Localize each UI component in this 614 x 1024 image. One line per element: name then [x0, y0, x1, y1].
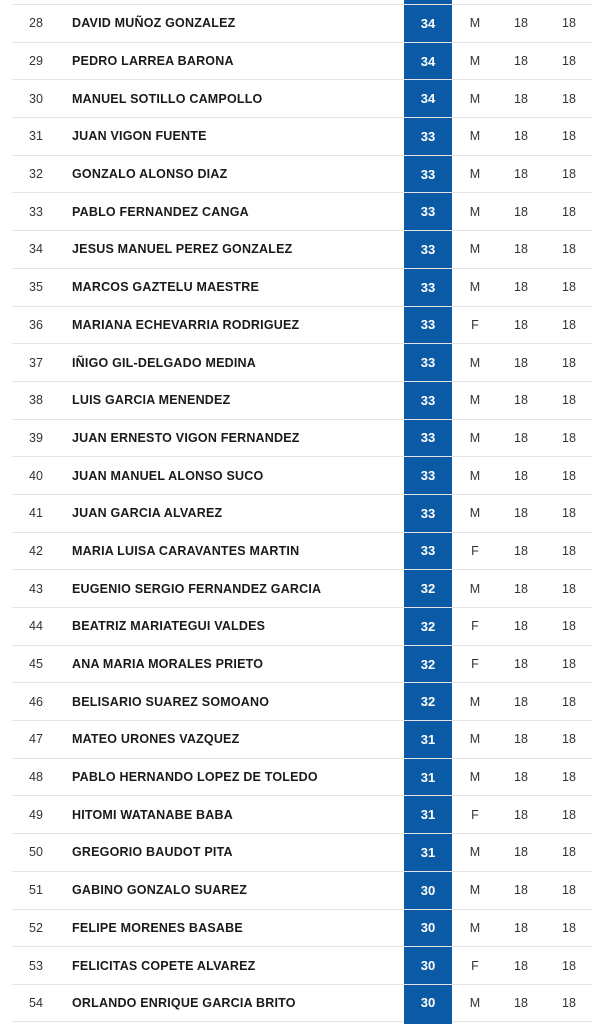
- position-cell: 33: [29, 204, 43, 219]
- player-name-cell: MATEO URONES VAZQUEZ: [72, 732, 240, 747]
- sex-cell: F: [471, 657, 479, 672]
- table-row: [12, 4, 592, 42]
- position-cell: 43: [29, 581, 43, 596]
- player-name-cell: DAVID MUÑOZ GONZALEZ: [72, 16, 236, 31]
- handicap-cell: 18: [514, 807, 528, 822]
- sex-cell: M: [469, 91, 481, 106]
- player-name-cell: BEATRIZ MARIATEGUI VALDES: [72, 619, 266, 634]
- sex-cell: M: [469, 167, 481, 182]
- player-name-cell: JESUS MANUEL PEREZ GONZALEZ: [72, 242, 293, 257]
- table-row: [12, 79, 592, 117]
- table-row: [12, 155, 592, 193]
- player-name-cell: GABINO GONZALO SUAREZ: [72, 883, 248, 898]
- handicap-cell: 18: [514, 16, 528, 31]
- player-name-cell: FELICITAS COPETE ALVAREZ: [72, 958, 256, 973]
- score-cell: 30: [404, 947, 452, 984]
- table-row: [12, 230, 592, 268]
- player-name-cell: ANA MARIA MORALES PRIETO: [72, 657, 264, 672]
- player-name-cell: PEDRO LARREA BARONA: [72, 54, 234, 69]
- score-cell: 32: [404, 608, 452, 645]
- handicap-cell: 18: [514, 657, 528, 672]
- table-row: [12, 645, 592, 683]
- position-cell: 29: [29, 54, 43, 69]
- handicap-cell: 18: [514, 54, 528, 69]
- table-row: [12, 984, 592, 1022]
- score-cell: 34: [404, 80, 452, 117]
- player-name-cell: GONZALO ALONSO DIAZ: [72, 167, 228, 182]
- player-name-cell: JUAN VIGON FUENTE: [72, 129, 207, 144]
- holes-cell: 18: [562, 54, 576, 69]
- holes-cell: 18: [562, 242, 576, 257]
- handicap-cell: 18: [514, 920, 528, 935]
- score-cell: 33: [404, 307, 452, 344]
- position-cell: 39: [29, 430, 43, 445]
- handicap-cell: 18: [514, 958, 528, 973]
- handicap-cell: 18: [514, 242, 528, 257]
- score-cell: 31: [404, 834, 452, 871]
- player-name-cell: EUGENIO SERGIO FERNANDEZ GARCIA: [72, 581, 322, 596]
- position-cell: 52: [29, 920, 43, 935]
- holes-cell: 18: [562, 506, 576, 521]
- table-row: [12, 569, 592, 607]
- handicap-cell: 18: [514, 883, 528, 898]
- table-row: [12, 871, 592, 909]
- holes-cell: 18: [562, 167, 576, 182]
- sex-cell: M: [469, 355, 481, 370]
- sex-cell: F: [471, 958, 479, 973]
- sex-cell: M: [469, 920, 481, 935]
- holes-cell: 18: [562, 129, 576, 144]
- sex-cell: F: [471, 807, 479, 822]
- sex-cell: M: [469, 393, 481, 408]
- table-row: [12, 607, 592, 645]
- table-row: [12, 758, 592, 796]
- player-name-cell: PABLO FERNANDEZ CANGA: [72, 204, 249, 219]
- handicap-cell: 18: [514, 167, 528, 182]
- sex-cell: M: [469, 280, 481, 295]
- score-cell: 33: [404, 193, 452, 230]
- handicap-cell: 18: [514, 355, 528, 370]
- position-cell: 34: [29, 242, 43, 257]
- player-name-cell: LUIS GARCIA MENENDEZ: [72, 393, 231, 408]
- sex-cell: M: [469, 54, 481, 69]
- score-cell: 32: [404, 683, 452, 720]
- sex-cell: M: [469, 129, 481, 144]
- handicap-cell: 18: [514, 430, 528, 445]
- table-row: [12, 494, 592, 532]
- handicap-cell: 18: [514, 506, 528, 521]
- score-cell: 33: [404, 533, 452, 570]
- player-name-cell: GREGORIO BAUDOT PITA: [72, 845, 233, 860]
- score-cell: 33: [404, 269, 452, 306]
- score-cell: 33: [404, 420, 452, 457]
- holes-cell: 18: [562, 732, 576, 747]
- player-name-cell: IÑIGO GIL-DELGADO MEDINA: [72, 355, 256, 370]
- position-cell: 35: [29, 280, 43, 295]
- position-cell: 38: [29, 393, 43, 408]
- table-row: [12, 682, 592, 720]
- holes-cell: 18: [562, 543, 576, 558]
- handicap-cell: 18: [514, 468, 528, 483]
- handicap-cell: 18: [514, 393, 528, 408]
- position-cell: 48: [29, 770, 43, 785]
- handicap-cell: 18: [514, 317, 528, 332]
- handicap-cell: 18: [514, 619, 528, 634]
- table-row: [12, 268, 592, 306]
- score-cell: 33: [404, 457, 452, 494]
- score-cell: 33: [404, 118, 452, 155]
- player-name-cell: MARCOS GAZTELU MAESTRE: [72, 280, 260, 295]
- sex-cell: F: [471, 317, 479, 332]
- holes-cell: 18: [562, 355, 576, 370]
- table-row: [12, 192, 592, 230]
- table-row: [12, 42, 592, 80]
- score-cell: 33: [404, 231, 452, 268]
- table-row: [12, 381, 592, 419]
- score-cell: 31: [404, 721, 452, 758]
- player-name-cell: MANUEL SOTILLO CAMPOLLO: [72, 91, 263, 106]
- score-cell: 31: [404, 759, 452, 796]
- position-cell: 49: [29, 807, 43, 822]
- sex-cell: M: [469, 16, 481, 31]
- score-cell: 34: [404, 5, 452, 42]
- sex-cell: M: [469, 506, 481, 521]
- holes-cell: 18: [562, 920, 576, 935]
- handicap-cell: 18: [514, 845, 528, 860]
- results-list: [12, 4, 592, 1022]
- handicap-cell: 18: [514, 204, 528, 219]
- player-name-cell: JUAN GARCIA ALVAREZ: [72, 506, 223, 521]
- table-row: [12, 343, 592, 381]
- table-row: [12, 419, 592, 457]
- position-cell: 53: [29, 958, 43, 973]
- position-cell: 42: [29, 543, 43, 558]
- player-name-cell: JUAN MANUEL ALONSO SUCO: [72, 468, 264, 483]
- table-row: [12, 795, 592, 833]
- score-cell: 34: [404, 43, 452, 80]
- handicap-cell: 18: [514, 129, 528, 144]
- score-cell: 30: [404, 910, 452, 947]
- score-cell: 30: [404, 872, 452, 909]
- table-row: [12, 946, 592, 984]
- player-name-cell: HITOMI WATANABE BABA: [72, 807, 233, 822]
- score-cell: 33: [404, 344, 452, 381]
- holes-cell: 18: [562, 883, 576, 898]
- handicap-cell: 18: [514, 91, 528, 106]
- position-cell: 41: [29, 506, 43, 521]
- holes-cell: 18: [562, 694, 576, 709]
- handicap-cell: 18: [514, 581, 528, 596]
- holes-cell: 18: [562, 393, 576, 408]
- position-cell: 47: [29, 732, 43, 747]
- position-cell: 32: [29, 167, 43, 182]
- holes-cell: 18: [562, 958, 576, 973]
- player-name-cell: MARIANA ECHEVARRIA RODRIGUEZ: [72, 317, 300, 332]
- table-row: [12, 532, 592, 570]
- holes-cell: 18: [562, 91, 576, 106]
- table-row: [12, 117, 592, 155]
- sex-cell: M: [469, 770, 481, 785]
- sex-cell: M: [469, 732, 481, 747]
- position-cell: 45: [29, 657, 43, 672]
- position-cell: 30: [29, 91, 43, 106]
- handicap-cell: 18: [514, 732, 528, 747]
- position-cell: 31: [29, 129, 43, 144]
- handicap-cell: 18: [514, 694, 528, 709]
- player-name-cell: MARIA LUISA CARAVANTES MARTIN: [72, 543, 300, 558]
- sex-cell: F: [471, 619, 479, 634]
- sex-cell: M: [469, 883, 481, 898]
- handicap-cell: 18: [514, 995, 528, 1010]
- player-name-cell: FELIPE MORENES BASABE: [72, 920, 243, 935]
- holes-cell: 18: [562, 430, 576, 445]
- score-cell: 33: [404, 495, 452, 532]
- sex-cell: M: [469, 242, 481, 257]
- position-cell: 50: [29, 845, 43, 860]
- holes-cell: 18: [562, 468, 576, 483]
- score-cell: 33: [404, 156, 452, 193]
- score-cell: 32: [404, 646, 452, 683]
- holes-cell: 18: [562, 845, 576, 860]
- handicap-cell: 18: [514, 280, 528, 295]
- table-row: [12, 306, 592, 344]
- holes-cell: 18: [562, 770, 576, 785]
- holes-cell: 18: [562, 657, 576, 672]
- holes-cell: 18: [562, 280, 576, 295]
- table-row: [12, 833, 592, 871]
- holes-cell: 18: [562, 995, 576, 1010]
- position-cell: 54: [29, 995, 43, 1010]
- position-cell: 36: [29, 317, 43, 332]
- position-cell: 51: [29, 883, 43, 898]
- position-cell: 28: [29, 16, 43, 31]
- player-name-cell: BELISARIO SUAREZ SOMOANO: [72, 694, 270, 709]
- holes-cell: 18: [562, 317, 576, 332]
- handicap-cell: 18: [514, 543, 528, 558]
- sex-cell: M: [469, 581, 481, 596]
- sex-cell: M: [469, 995, 481, 1010]
- score-cell: 30: [404, 985, 452, 1021]
- score-cell: 31: [404, 796, 452, 833]
- player-name-cell: PABLO HERNANDO LOPEZ DE TOLEDO: [72, 770, 318, 785]
- holes-cell: 18: [562, 619, 576, 634]
- handicap-cell: 18: [514, 770, 528, 785]
- table-row: [12, 456, 592, 494]
- score-cell: 33: [404, 382, 452, 419]
- holes-cell: 18: [562, 581, 576, 596]
- table-row: [12, 720, 592, 758]
- score-cell: 32: [404, 570, 452, 607]
- player-name-cell: JUAN ERNESTO VIGON FERNANDEZ: [72, 430, 300, 445]
- position-cell: 44: [29, 619, 43, 634]
- player-name-cell: ORLANDO ENRIQUE GARCIA BRITO: [72, 995, 296, 1010]
- position-cell: 37: [29, 355, 43, 370]
- sex-cell: M: [469, 204, 481, 219]
- position-cell: 46: [29, 694, 43, 709]
- sex-cell: M: [469, 468, 481, 483]
- holes-cell: 18: [562, 807, 576, 822]
- sex-cell: F: [471, 543, 479, 558]
- holes-cell: 18: [562, 16, 576, 31]
- holes-cell: 18: [562, 204, 576, 219]
- position-cell: 40: [29, 468, 43, 483]
- sex-cell: M: [469, 845, 481, 860]
- sex-cell: M: [469, 694, 481, 709]
- sex-cell: M: [469, 430, 481, 445]
- table-row: [12, 909, 592, 947]
